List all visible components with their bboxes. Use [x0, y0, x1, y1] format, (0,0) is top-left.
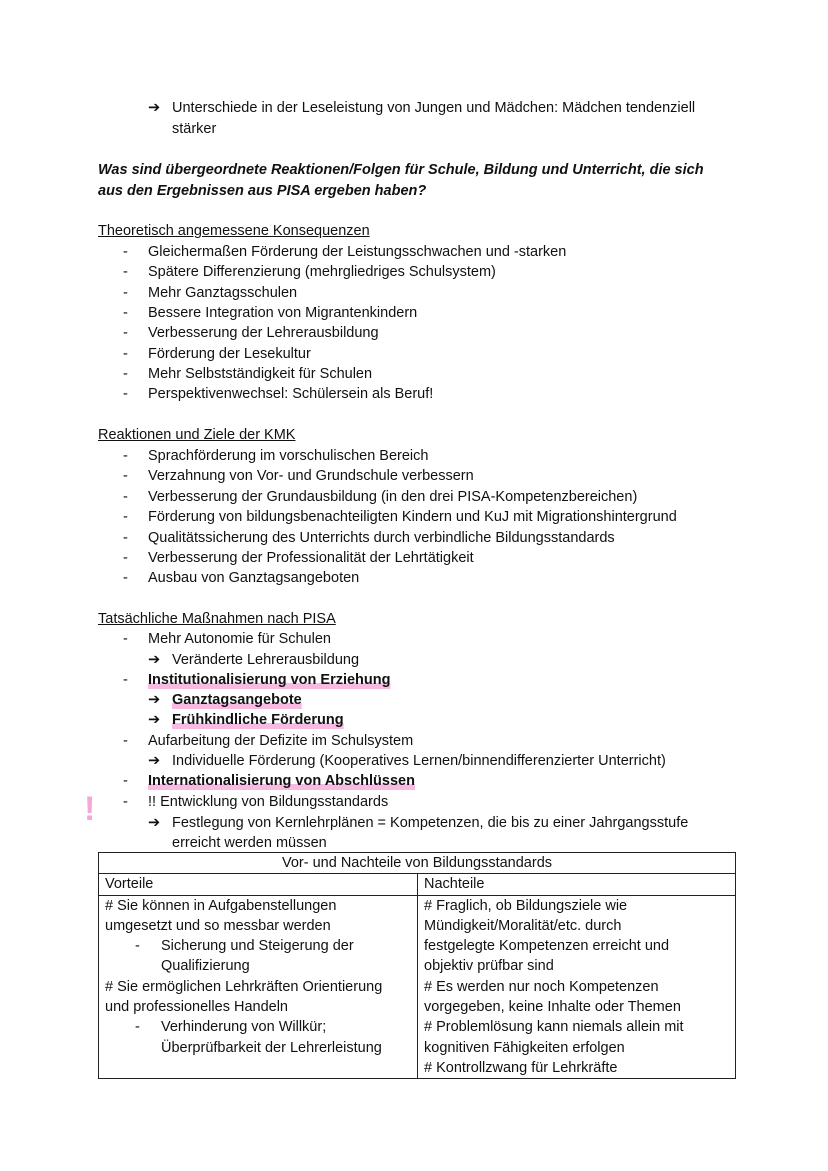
- s3-sub-4: ➔ Festlegung von Kernlehrplänen = Kompetenzen, die bis zu einer Jahrgangsstufe: [148, 815, 689, 831]
- s1-item-4: Verbesserung der Lehrerausbildung: [148, 325, 379, 342]
- intro-arrow-line: [148, 98, 695, 118]
- con-line: # Problemlösung kann niemals allein mit: [424, 1019, 684, 1036]
- bullet-dash: -: [123, 386, 128, 403]
- bullet-dash: -: [123, 264, 128, 281]
- col-header-vorteile: Vorteile: [99, 874, 418, 895]
- section2-heading: Reaktionen und Ziele der KMK: [98, 427, 296, 443]
- bullet-dash: -: [123, 304, 128, 321]
- con-line: kognitiven Fähigkeiten erfolgen: [424, 1039, 625, 1056]
- bullet-dash: -: [123, 570, 128, 587]
- bullet-dash: -: [123, 468, 128, 485]
- intro-text-2: stärker: [172, 121, 217, 137]
- pro-line: umgesetzt und so messbar werden: [105, 917, 331, 934]
- pro-line: # Sie können in Aufgabenstellungen: [105, 897, 337, 914]
- s3-sub-3: ➔ Individuelle Förderung (Kooperatives Lernen/binnendifferenzierter Unterricht): [148, 753, 666, 769]
- arrow-right-icon: ➔: [148, 692, 161, 708]
- pro-line: Überprüfbarkeit der Lehrerleistung: [161, 1039, 382, 1056]
- s1-item-2: Mehr Ganztagsschulen: [148, 284, 298, 301]
- bullet-dash: -: [123, 325, 128, 342]
- vorteile-cell: [99, 895, 418, 1079]
- con-line: # Fraglich, ob Bildungsziele wie: [424, 897, 628, 914]
- s3-sub-4-cont: erreicht werden müssen: [172, 835, 327, 851]
- con-line: # Kontrollzwang für Lehrkräfte: [424, 1059, 618, 1076]
- con-line: # Es werden nur noch Kompetenzen: [424, 978, 659, 995]
- s1-item-5: Förderung der Lesekultur: [148, 345, 311, 362]
- standards-table: [98, 852, 736, 1079]
- s3-sub-1: ➔ Ganztagsangebote: [148, 692, 302, 708]
- table-title: Vor- und Nachteile von Bildungsstandards: [99, 853, 736, 874]
- question-line-1: Was sind übergeordnete Reaktionen/Folgen für Schule, Bildung und Unterricht, die sich: [98, 162, 704, 178]
- pro-line: Qualifizierung: [161, 958, 250, 975]
- section3-heading: Tatsächliche Maßnahmen nach PISA: [98, 611, 336, 627]
- bullet-dash: -: [123, 773, 128, 789]
- bullet-dash: -: [123, 488, 128, 505]
- section1-heading: Theoretisch angemessene Konsequenzen: [98, 223, 370, 239]
- con-line: Mündigkeit/Moralität/etc. durch: [424, 917, 622, 934]
- s2-item-5: Verbesserung der Professionalität der Lehrtätigkeit: [148, 550, 474, 566]
- col-header-nachteile: Nachteile: [418, 874, 736, 895]
- s3-item-3: Internationalisierung von Abschlüssen: [148, 773, 415, 789]
- bullet-dash: -: [123, 550, 128, 566]
- arrow-right-icon: ➔: [148, 652, 161, 668]
- s3-item-0: Mehr Autonomie für Schulen: [148, 631, 331, 647]
- arrow-right-icon: ➔: [148, 753, 161, 769]
- bullet-dash: -: [123, 284, 128, 301]
- question-line-2: aus den Ergebnissen aus PISA ergeben haben?: [98, 183, 427, 199]
- bullet-dash: -: [123, 448, 128, 464]
- s1-item-6: Mehr Selbstständigkeit für Schulen: [148, 365, 373, 382]
- s3-item-1: Institutionalisierung von Erziehung: [148, 672, 391, 688]
- s3-item-2: Aufarbeitung der Defizite im Schulsystem: [148, 733, 414, 749]
- pro-line: # Sie ermöglichen Lehrkräften Orientierung: [105, 978, 383, 995]
- bullet-dash: -: [123, 244, 128, 260]
- bullet-dash: -: [123, 509, 128, 526]
- pro-line: und professionelles Handeln: [105, 999, 288, 1016]
- exclamation-mark: !: [84, 790, 96, 828]
- arrow-right-icon: ➔: [148, 815, 161, 831]
- pro-line: - Verhinderung von Willkür;: [135, 1019, 327, 1036]
- bullet-dash: -: [123, 365, 128, 382]
- s1-item-7: Perspektivenwechsel: Schülersein als Beruf!: [148, 386, 434, 403]
- bullet-dash: -: [123, 631, 128, 647]
- nachteile-cell: [418, 895, 736, 1079]
- question-heading: [98, 160, 738, 202]
- s2-item-3: Förderung von bildungsbenachteiligten Kindern und KuJ mit Migrationshintergrund: [148, 509, 677, 526]
- con-line: vorgegeben, keine Inhalte oder Themen: [424, 999, 681, 1016]
- s1-item-1: Spätere Differenzierung (mehrgliedriges Schulsystem): [148, 264, 496, 281]
- bullet-dash: -: [123, 345, 128, 362]
- s2-item-6: Ausbau von Ganztagsangeboten: [148, 570, 360, 587]
- s2-item-4: Qualitätssicherung des Unterrichts durch verbindliche Bildungsstandards: [148, 529, 615, 546]
- s3-sub-0: ➔ Veränderte Lehrerausbildung: [148, 652, 360, 668]
- s2-item-0: Sprachförderung im vorschulischen Bereich: [148, 448, 429, 464]
- bullet-dash: -: [123, 672, 128, 688]
- bullet-dash: -: [123, 529, 128, 546]
- s2-item-2: Verbesserung der Grundausbildung (in den drei PISA-Kompetenzbereichen): [148, 488, 638, 505]
- s3-item-4: !! Entwicklung von Bildungsstandards: [148, 794, 389, 810]
- arrow-right-icon: ➔: [148, 712, 161, 728]
- con-line: festgelegte Kompetenzen erreicht und: [424, 938, 670, 955]
- s1-item-0: Gleichermaßen Förderung der Leistungsschwachen und -starken: [148, 244, 567, 260]
- con-line: objektiv prüfbar sind: [424, 958, 554, 975]
- s2-item-1: Verzahnung von Vor- und Grundschule verbessern: [148, 468, 474, 485]
- pro-line: - Sicherung und Steigerung der: [135, 938, 354, 955]
- s1-item-3: Bessere Integration von Migrantenkindern: [148, 304, 418, 321]
- s3-sub-2: ➔ Frühkindliche Förderung: [148, 712, 344, 728]
- arrow-right-icon: ➔: [148, 100, 161, 116]
- bullet-dash: -: [123, 794, 128, 810]
- bullet-dash: -: [123, 733, 128, 749]
- intro-text-1: Unterschiede in der Leseleistung von Jungen und Mädchen: Mädchen tendenziell: [172, 100, 696, 116]
